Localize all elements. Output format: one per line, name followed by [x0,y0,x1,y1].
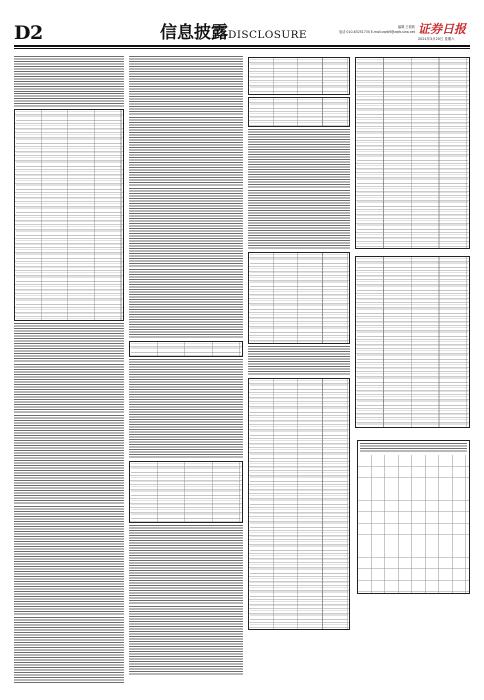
text-block [14,415,124,505]
contact-line: 电话 010-83251730 E-mail:zqrb9@zqrb.sina.net [339,30,415,34]
masthead [14,22,470,44]
text-block [129,525,243,605]
data-table [248,97,350,127]
data-table [248,378,350,630]
column-3 [248,55,350,684]
credits [317,25,415,35]
text-block [248,346,350,376]
section-title [160,22,307,46]
text-block [14,93,124,107]
data-table [248,57,350,95]
text-block [129,606,243,676]
text-block [14,506,124,616]
text-block [248,190,350,250]
text-block [248,129,350,189]
text-block [129,188,243,268]
text-block [129,359,243,459]
text-block [14,323,124,363]
column-1 [14,55,124,684]
data-table [248,252,350,344]
publication-date: 2021年3月20日 星期六 [418,37,455,41]
masthead-rule-thin [14,48,470,49]
section-title-cn: 信息披露 [160,23,228,43]
text-block [129,269,243,339]
data-table [355,57,470,249]
data-table [129,461,243,523]
text-block [129,56,243,116]
text-block [14,56,124,92]
text-block [14,617,124,684]
newspaper-logo: 证券日报 [418,22,467,36]
data-table [14,109,124,321]
text-block [129,117,243,187]
section-title-en: DISCLOSURE [228,29,307,41]
data-table [355,256,470,428]
text-block [14,364,124,414]
column-2 [129,55,243,684]
form-table [357,440,470,594]
masthead-rule [14,45,470,47]
editor-line: 编辑 王莉莉 [398,25,415,29]
data-table [129,341,243,357]
page-number: D2 [14,22,43,44]
